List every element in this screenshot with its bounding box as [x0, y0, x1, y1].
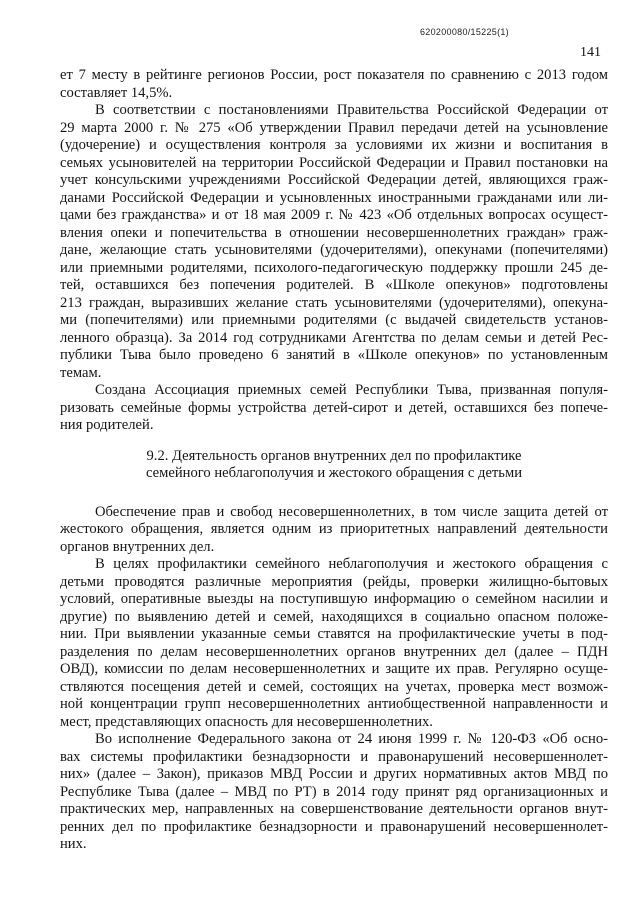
paragraph-p5	[60, 556, 608, 731]
text-line: них» (далее – Закон), приказов МВД России и других нормативных актов МВД по	[60, 766, 608, 782]
text-line: составляет 14,5%.	[60, 84, 173, 101]
text-line: данами Российской Федерации и усыновленных иностранными гражданами или ли-	[60, 189, 608, 206]
text-line: 29 марта 2000 г. № 275 «Об утверждении Правил передачи детей на усыновление	[60, 119, 608, 136]
top-paragraphs	[60, 67, 608, 435]
text-line: В целях профилактики семейного неблагополучия и жестокого обращения с	[95, 556, 608, 572]
section-heading-line: 9.2. Деятельность органов внутренних дел по профилактике	[146, 447, 522, 464]
text-line: органов внутренних дел.	[60, 538, 215, 555]
text-line: вления опеки и попечительства в отношении несовершеннолетних граждан» граж-	[60, 224, 608, 241]
text-line: ет 7 месту в рейтинге регионов России, рост показателя по сравнению с 2013 годом	[60, 67, 608, 83]
text-line: или приемными родителями, психолого-педагогическую поддержку прошли 245 де-	[60, 259, 608, 276]
text-line: мест, представляющих опасность для несовершеннолетних.	[60, 713, 433, 730]
text-line: Создана Ассоциация приемных семей Республики Тыва, призванная популя-	[95, 382, 608, 398]
text-line: ОВД), комиссии по делам несовершеннолетних и защите их прав. Регулярно осуще-	[60, 661, 608, 677]
text-line: ленного образца). За 2014 год сотрудниками Агентства по делам семьи и детей Рес-	[60, 329, 608, 346]
text-line: другие) по выявлению детей и семей, находящихся в социально опасном положе-	[60, 608, 608, 625]
section-heading-line: семейного неблагополучия и жестокого обращения с детьми	[145, 465, 523, 481]
text-line: ренних дел по профилактике безнадзорности и правонарушений несовершеннолет-	[60, 818, 608, 835]
text-line: публики Тыва было проведено 6 занятий в «Школе опекунов» по установленным	[60, 347, 608, 363]
text-line: жестокого обращения, является одним из приоритетных направлений деятельности	[60, 521, 608, 537]
paragraph-p2	[60, 102, 608, 382]
text-line: 213 граждан, выразивших желание стать усыновителями (удочерителями), опекуна-	[60, 294, 608, 311]
text-line: ствляются посещения детей и семей, состоящих на учетах, проверка мест возмож-	[60, 678, 608, 695]
text-line: ния родителей.	[60, 417, 154, 433]
text-line: Во исполнение Федерального закона от 24 июня 1999 г. № 120-ФЗ «Об осно-	[95, 731, 608, 747]
text-line: семьях усыновителей на территории Российской Федерации и Правил постановки на	[60, 154, 608, 171]
text-line: детьми проводятся различные мероприятия (рейды, проверки жилищно-бытовых	[60, 573, 608, 590]
text-line: условий, оперативные выезды на поступившую информацию о семейном насилии и	[60, 591, 608, 607]
text-line: Обеспечение прав и свобод несовершеннолетних, в том числе защита детей от	[95, 503, 608, 520]
text-line: дане, желающие стать усыновителями (удочерителями), опекунами (попечителями)	[60, 242, 608, 258]
text-line: ризовать семейные формы устройства детей-сирот и детей, оставшихся без попече-	[60, 399, 608, 416]
text-line: практических мер, направленных на совершенствование деятельности органов внут-	[60, 801, 608, 817]
text-line: разделения по делам несовершеннолетних органов внутренних дел (далее – ПДН	[60, 643, 608, 660]
text-line: (удочерение) и осуществления контроля за условиями их жизни и воспитания в	[60, 137, 608, 153]
paragraph-p3	[60, 382, 608, 435]
text-line: нии. При выявлении указанные семьи ставятся на профилактические учеты в под-	[60, 626, 608, 642]
text-line: цами без гражданства» и от 18 мая 2009 г. № 423 «Об отдельных вопросах осущест-	[60, 207, 608, 223]
bottom-paragraphs	[60, 504, 608, 854]
text-line: учет консульскими учреждениями Российской Федерации детей, являющихся граж-	[60, 172, 608, 188]
section-heading	[60, 448, 608, 483]
text-line: вах системы профилактики безнадзорности и правонарушений несовершеннолет-	[60, 748, 608, 765]
paragraph-p6	[60, 731, 608, 854]
text-line: них.	[60, 836, 87, 852]
paragraph-p4	[60, 504, 608, 557]
text-line: В соответствии с постановлениями Правительства Российской Федерации от	[95, 102, 608, 118]
text-line: темам.	[60, 364, 102, 381]
text-line: тей, оставшихся без попечения родителей. В «Школе опекунов» подготовлены	[60, 277, 608, 293]
document-code: 620200080/15225(1)	[420, 27, 509, 37]
text-line: ми (попечителями) или приемными родителями (с выдачей свидетельств установ-	[60, 312, 608, 328]
text-line: ной концентрации групп несовершеннолетних антиобщественной направленности и	[60, 696, 608, 712]
page-number: 141	[580, 45, 601, 60]
paragraph-p1	[60, 67, 608, 102]
text-line: Республике Тыва (далее – МВД по РТ) в 2014 году принят ряд организационных и	[60, 783, 608, 800]
page-body	[60, 67, 608, 854]
